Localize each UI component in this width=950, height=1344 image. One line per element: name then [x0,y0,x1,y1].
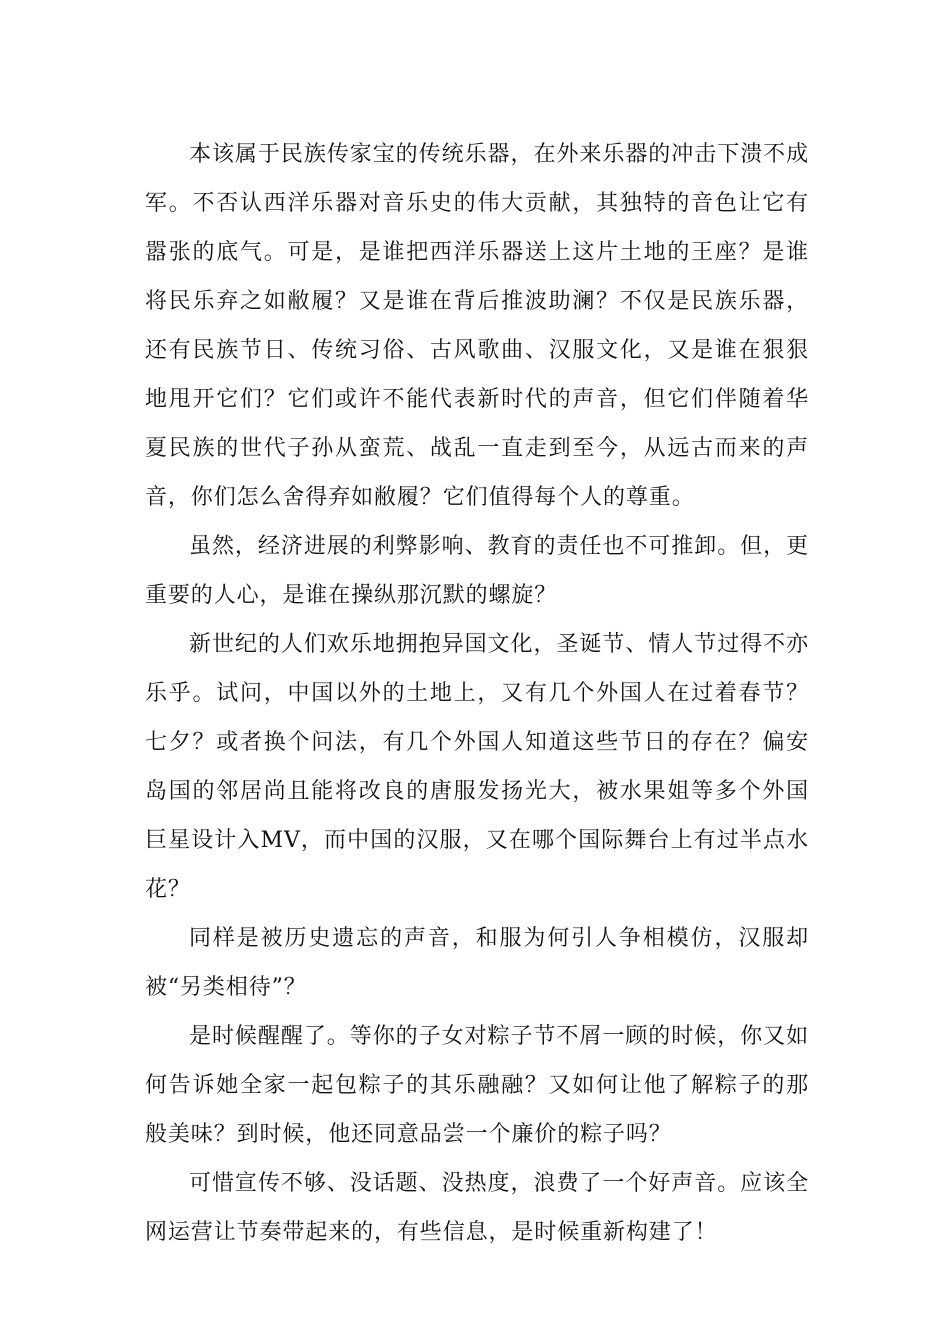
paragraph-5: 是时候醒醒了。等你的子女对粽子节不屑一顾的时候，你又如何告诉她全家一起包粽子的其乐融融？又如何让他了解粽子的那般美味？到时候，他还同意品尝一个廉价的粽子吗？ [145,1024,809,1147]
paragraph-6: 可惜宣传不够、没话题、没热度，浪费了一个好声音。应该全网运营让节奏带起来的，有些信息，是时候重新构建了！ [145,1171,809,1245]
document-body [145,130,809,1257]
paragraph-3: 新世纪的人们欢乐地拥抱异国文化，圣诞节、情人节过得不亦乐乎。试问，中国以外的土地上，又有几个外国人在过着春节？七夕？或者换个问法，有几个外国人知道这些节日的存在？偏安岛国的邻居尚且能将改良的唐服发扬光大，被水果姐等多个外国巨星设计入MV，而中国的汉服，又在哪个国际舞台上有过半点水花？ [145,632,809,902]
paragraph-1: 本该属于民族传家宝的传统乐器，在外来乐器的冲击下溃不成军。不否认西洋乐器对音乐史的伟大贡献，其独特的音色让它有嚣张的底气。可是，是谁把西洋乐器送上这片土地的王座？是谁将民乐弃之如敝履？又是谁在背后推波助澜？不仅是民族乐器，还有民族节日、传统习俗、古风歌曲、汉服文化，又是谁在狠狠地甩开它们？它们或许不能代表新时代的声音，但它们伴随着华夏民族的世代子孙从蛮荒、战乱一直走到至今，从远古而来的声音，你们怎么舍得弃如敝履？它们值得每个人的尊重。 [145,142,809,510]
paragraph-2: 虽然，经济进展的利弊影响、教育的责任也不可推卸。但，更重要的人心，是谁在操纵那沉默的螺旋？ [145,534,809,608]
paragraph-4: 同样是被历史遗忘的声音，和服为何引人争相模仿，汉服却被“另类相待”？ [145,926,809,1000]
